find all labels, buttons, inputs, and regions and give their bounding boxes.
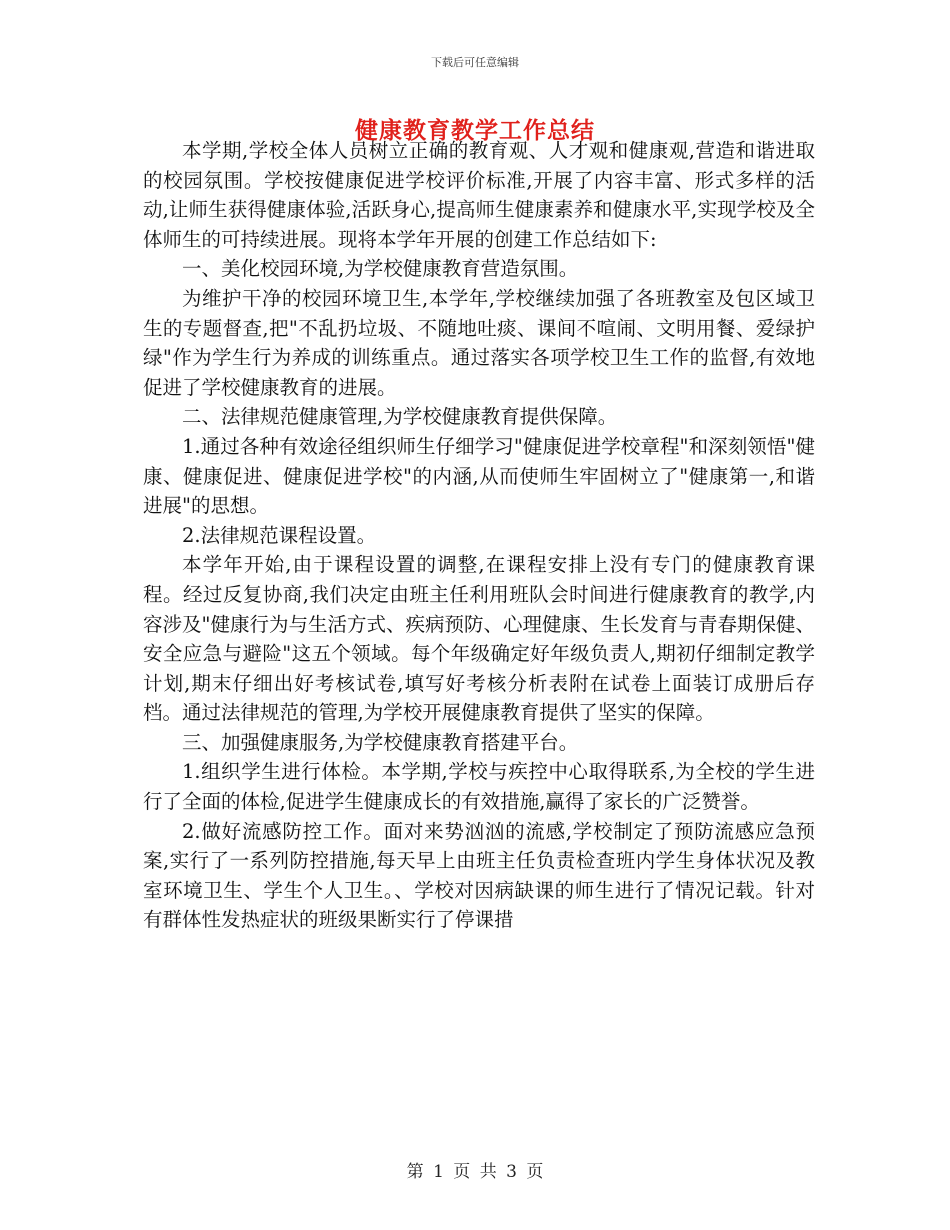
paragraph: 本学期,学校全体人员树立正确的教育观、人才观和健康观,营造和谐进取的校园氛围。学校按健康促进学校评价标准,开展了内容丰富、形式多样的活动,让师生获得健康体验,活跃身心,提高师生健康素养和健康水平,实现学校及全体师生的可持续进展。现将本学年开展的创建工作总结如下: [143,139,815,251]
document-body [143,136,815,935]
section-heading: 一、美化校园环境,为学校健康教育营造氛围。 [182,257,579,281]
section-heading: 三、加强健康服务,为学校健康教育搭建平台。 [182,730,579,754]
paragraph: 本学年开始,由于课程设置的调整,在课程安排上没有专门的健康教育课程。经过反复协商,我们决定由班主任利用班队会时间进行健康教育的教学,内容涉及"健康行为与生活方式、疾病预防、心理健康、生长发育与青春期保健、安全应急与避险"这五个领域。每个年级确定好年级负责人,期初仔细制定教学计划,期末仔细出好考核试卷,填写好考核分析表附在试卷上面装订成册后存档。通过法律规范的管理,为学校开展健康教育提供了坚实的保障。 [143,553,815,725]
paragraph: 1.通过各种有效途径组织师生仔细学习"健康促进学校章程"和深刻领悟"健康、健康促进、健康促进学校"的内涵,从而使师生牢固树立了"健康第一,和谐进展"的思想。 [143,434,815,518]
paragraph: 2.做好流感防控工作。面对来势汹汹的流感,学校制定了预防流感应急预案,实行了一系列防控措施,每天早上由班主任负责检查班内学生身体状况及教室环境卫生、学生个人卫生。、学校对因病缺课的师生进行了情况记载。针对有群体性发热症状的班级果断实行了停课措 [143,819,815,932]
section-heading: 二、法律规范健康管理,为学校健康教育提供保障。 [182,405,618,429]
paragraph: 为维护干净的校园环境卫生,本学年,学校继续加强了各班教室及包区域卫生的专题督查,把"不乱扔垃圾、不随地吐痰、课间不喧闹、文明用餐、爱绿护绿"作为学生行为养成的训练重点。通过落实各项学校卫生工作的监督,有效地促进了学校健康教育的进展。 [143,286,815,399]
page-number-footer: 第 1 页 共 3 页 [406,1162,544,1182]
document-title: 健康教育教学工作总结 [355,117,595,144]
page-header-note: 下载后可任意编辑 [431,56,519,69]
paragraph: 1.组织学生进行体检。本学期,学校与疾控中心取得联系,为全校的学生进行了全面的体检,促进学生健康成长的有效措施,赢得了家长的广泛赞誉。 [143,760,815,814]
paragraph: 2.法律规范课程设置。 [182,523,377,547]
